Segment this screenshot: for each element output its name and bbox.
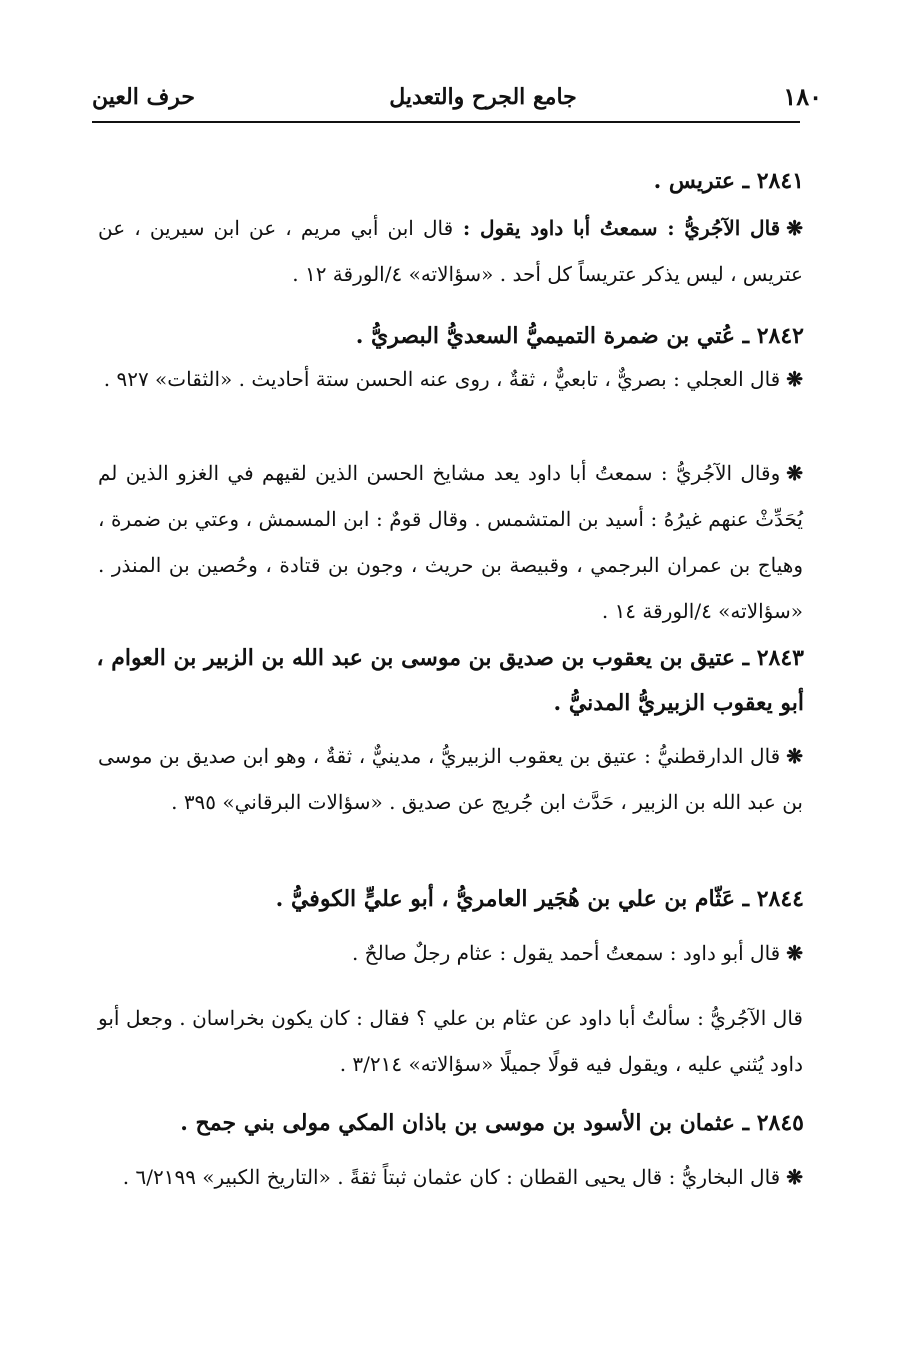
entry-paragraph [98, 356, 803, 402]
paragraph-text: قال البخاريُّ : قال يحيى القطان : كان عثمان ثبتاً ثقةً . «التاريخ الكبير» ٦/٢١٩٩ . [122, 1165, 781, 1189]
paragraph-text: وقال الآجُريُّ : سمعتُ أبا داود يعد مشايخ الحسن الذين لقيهم في الغزو الذين لم يُحَدِّثْ عنهم غيرُهُ : أسيد بن المتشمس . وقال قومٌ : ابن المسمش ، وعتي بن ضمرة ، وهياج بن عمران البرجمي ، وقبيصة بن حريث ، وجون بن قتادة ، وحُصين بن المنذر . «سؤالاته» ٤/الورقة ١٤ . [98, 461, 803, 623]
entry-title-2843-cont: أبو يعقوب الزبيريُّ المدنيُّ . [553, 690, 804, 716]
book-title: جامع الجرح والتعديل [389, 84, 577, 110]
star-icon: ❋ [786, 461, 803, 485]
star-icon: ❋ [786, 216, 803, 240]
paragraph-text: قال الدارقطنيُّ : عتيق بن يعقوب الزبيريُّ ، مدينيٌّ ، ثقةٌ ، وهو ابن صديق بن موسى بن عبد الله بن الزبير ، حَدَّث ابن جُريج عن صديق . «سؤالات البرقاني» ٣٩٥ . [98, 744, 803, 814]
entry-paragraph [98, 930, 803, 976]
entry-title-2845: ٢٨٤٥ ـ عثمان بن الأسود بن موسى بن باذان المكي مولى بني جمح . [180, 1110, 804, 1136]
star-icon: ❋ [786, 744, 803, 768]
header-rule [92, 121, 800, 123]
paragraph-text: قال أبو داود : سمعتُ أحمد يقول : عثام رجلٌ صالحٌ . [351, 941, 781, 965]
entry-title-2841: ٢٨٤١ ـ عتريس . [653, 168, 804, 194]
entry-title-2844: ٢٨٤٤ ـ عَثّام بن علي بن هُجَير العامريُّ ، أبو عليٍّ الكوفيُّ . [275, 886, 804, 912]
star-icon: ❋ [786, 941, 803, 965]
narrator-lead: قال الآجُريُّ : سمعتُ أبا داود يقول : [453, 216, 781, 240]
entry-paragraph [98, 205, 803, 297]
entry-paragraph [98, 1154, 803, 1200]
star-icon: ❋ [786, 367, 803, 391]
paragraph-text: قال العجلي : بصريٌّ ، تابعيٌّ ، ثقةٌ ، روى عنه الحسن ستة أحاديث . «الثقات» ٩٢٧ . [103, 367, 781, 391]
entry-paragraph [98, 450, 803, 634]
star-icon: ❋ [786, 1165, 803, 1189]
page-number: ١٨٠ [783, 82, 822, 111]
section-title: حرف العين [92, 84, 196, 110]
entry-paragraph [98, 995, 803, 1087]
paragraph-text: قال ابن أبي مريم ، عن ابن سيرين ، عن عتريس ، ليس يذكر عتريساً كل أحد . «سؤالاته» ٤/الورقة ١٢ . [98, 216, 803, 286]
entry-paragraph [98, 733, 803, 825]
entry-title-2843: ٢٨٤٣ ـ عتيق بن يعقوب بن صديق بن موسى بن عبد الله بن الزبير بن العوام ، [96, 645, 804, 671]
entry-title-2842: ٢٨٤٢ ـ عُتي بن ضمرة التميميُّ السعديُّ البصريُّ . [355, 323, 804, 349]
paragraph-text: قال الآجُريُّ : سألتُ أبا داود عن عثام بن علي ؟ فقال : كان يكون بخراسان . وجعل أبو داود يُثني عليه ، ويقول فيه قولًا جميلًا «سؤالاته» ٣/٢١٤ . [98, 1006, 803, 1076]
